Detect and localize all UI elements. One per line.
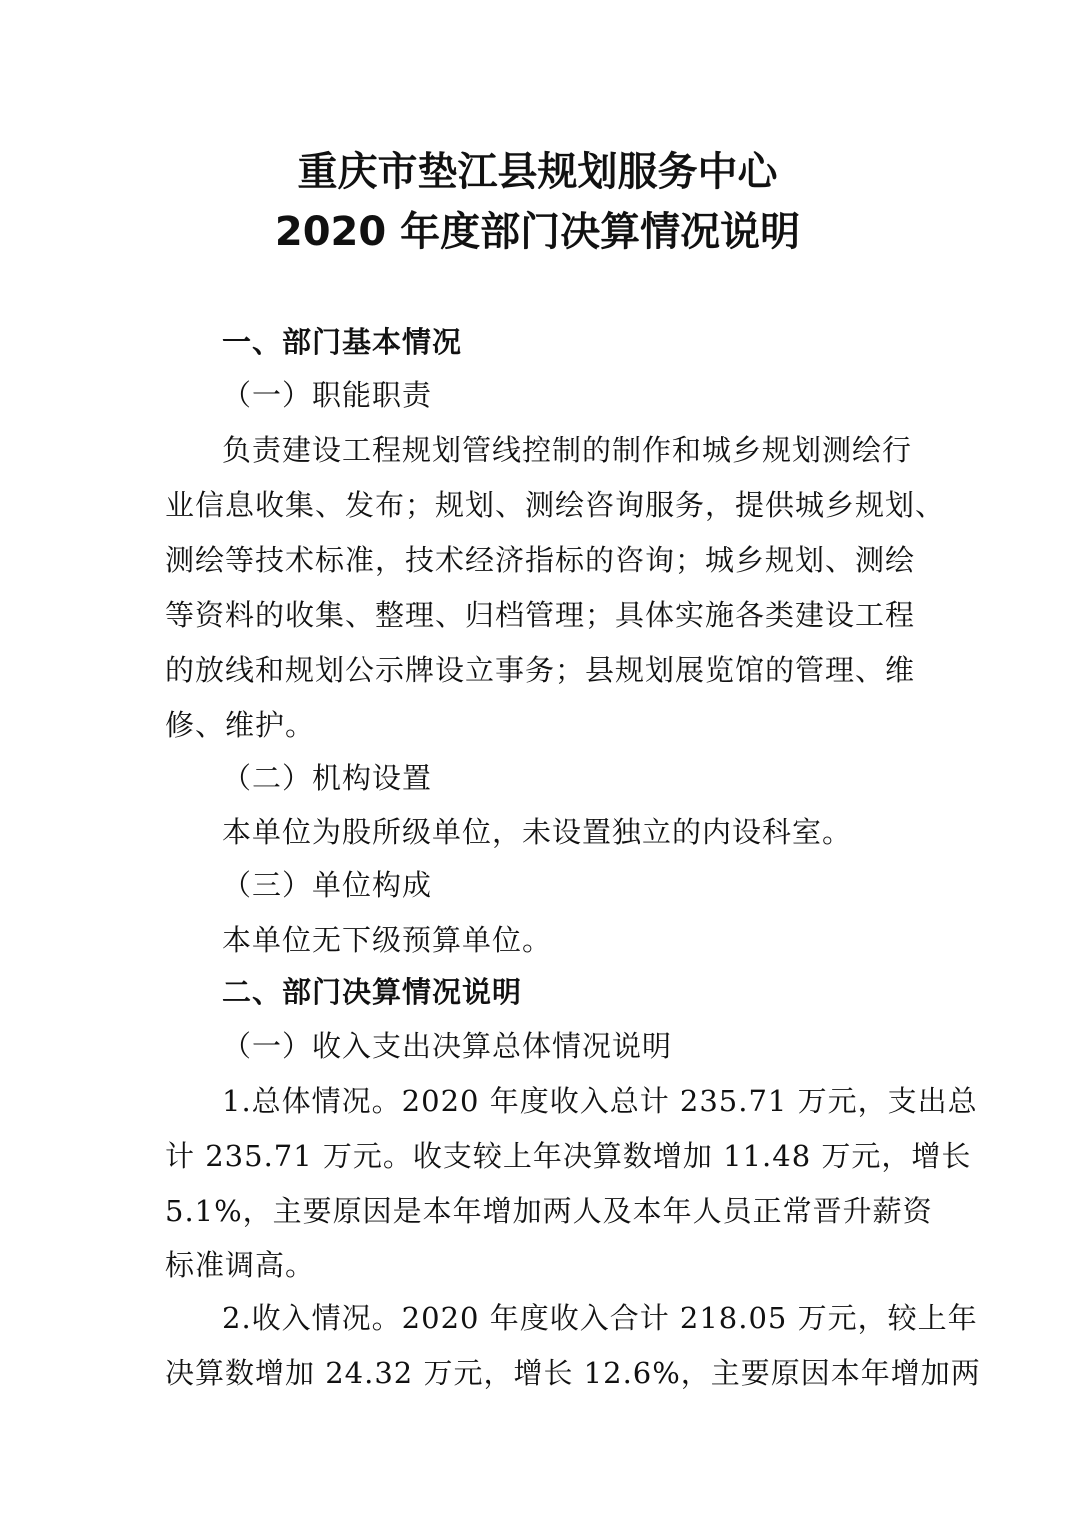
paragraph-line: 本单位无下级预算单位。 [222,923,553,957]
paragraph-line: 1.总体情况。2020 年度收入总计 235.71 万元，支出总 [222,1084,978,1118]
paragraph-line: 修、维护。 [165,708,316,742]
paragraph-line: 测绘等技术标准，技术经济指标的咨询；城乡规划、测绘 [165,543,916,577]
paragraph-line: 计 235.71 万元。收支较上年决算数增加 11.48 万元，增长 [165,1139,972,1173]
paragraph-line: 决算数增加 24.32 万元，增长 12.6%，主要原因本年增加两 [165,1356,981,1390]
paragraph-line: 业信息收集、发布；规划、测绘咨询服务，提供城乡规划、 [165,488,946,522]
section-heading-basic-info: 一、部门基本情况 [222,325,463,359]
paragraph-line: 标准调高。 [165,1248,316,1282]
paragraph-line: 5.1%，主要原因是本年增加两人及本年人员正常晋升薪资 [165,1194,933,1228]
subsection-heading-overall: （一）收入支出决算总体情况说明 [222,1029,673,1063]
document-title-line-2: 2020 年度部门决算情况说明 [274,209,801,255]
paragraph-line: 的放线和规划公示牌设立事务；县规划展览馆的管理、维 [165,653,916,687]
subsection-heading-duties: （一）职能职责 [222,378,433,412]
subsection-heading-units: （三）单位构成 [222,868,433,902]
section-heading-final-accounts: 二、部门决算情况说明 [222,975,523,1009]
paragraph-line: 负责建设工程规划管线控制的制作和城乡规划测绘行 [222,433,913,467]
paragraph-line: 等资料的收集、整理、归档管理；具体实施各类建设工程 [165,598,916,632]
paragraph-line: 本单位为股所级单位，未设置独立的内设科室。 [222,815,853,849]
subsection-heading-organization: （二）机构设置 [222,761,433,795]
document-title-line-1: 重庆市垫江县规划服务中心 [297,149,778,195]
paragraph-line: 2.收入情况。2020 年度收入合计 218.05 万元，较上年 [222,1301,978,1335]
